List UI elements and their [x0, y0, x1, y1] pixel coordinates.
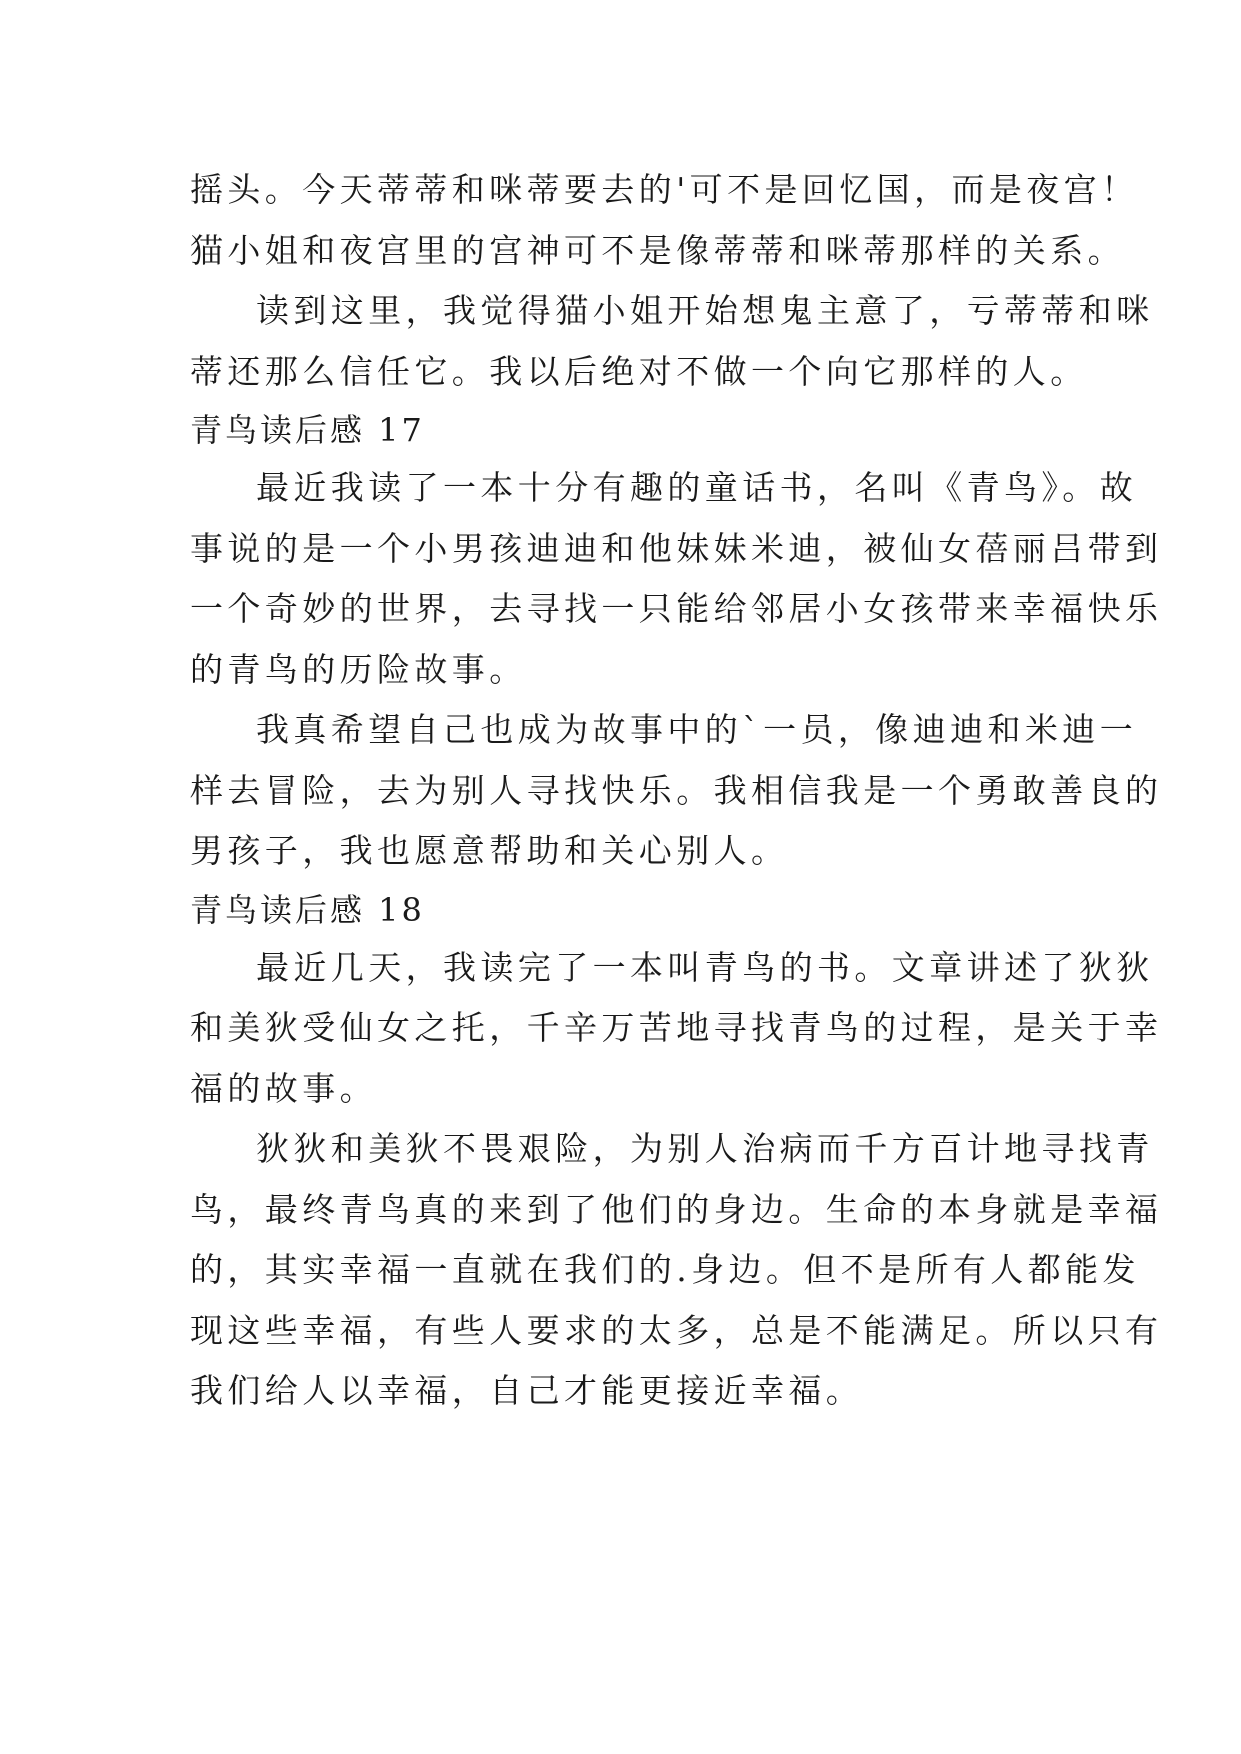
text-line: 样去冒险，去为别人寻找快乐。我相信我是一个勇敢善良的 — [190, 770, 1163, 810]
text-line: 我真希望自己也成为故事中的`一员，像迪迪和米迪一 — [256, 710, 1138, 749]
paragraph — [190, 938, 1163, 1120]
section-heading: 青鸟读后感 18 — [190, 890, 425, 929]
paragraph — [190, 160, 1139, 281]
text-line: 男孩子，我也愿意帮助和关心别人。 — [190, 831, 789, 870]
text-line: 摇头。今天蒂蒂和咪蒂要去的'可不是回忆国，而是夜宫！ — [190, 170, 1139, 209]
text-line: 的青鸟的历险故事。 — [190, 649, 527, 689]
text-line: 和美狄受仙女之托，千辛万苦地寻找青鸟的过程，是关于幸 — [190, 1008, 1163, 1047]
text-line: 事说的是一个小男孩迪迪和他妹妹米迪，被仙女蓓丽吕带到 — [190, 528, 1163, 568]
text-line: 一个奇妙的世界，去寻找一只能给邻居小女孩带来幸福快乐 — [190, 589, 1163, 628]
paragraph — [190, 700, 1163, 882]
text-line: 猫小姐和夜宫里的宫神可不是像蒂蒂和咪蒂那样的关系。 — [190, 230, 1125, 270]
text-line: 狄狄和美狄不畏艰险，为别人治病而千方百计地寻找青 — [256, 1129, 1154, 1168]
text-line: 现这些幸福，有些人要求的太多，总是不能满足。所以只有 — [190, 1310, 1163, 1350]
text-line: 我们给人以幸福，自己才能更接近幸福。 — [190, 1371, 864, 1410]
paragraph — [190, 281, 1154, 402]
text-line: 蒂还那么信任它。我以后绝对不做一个向它那样的人。 — [190, 351, 1088, 391]
text-line: 的，其实幸福一直就在我们的.身边。但不是所有人都能发 — [190, 1250, 1140, 1289]
document-page — [190, 160, 1163, 1422]
text-line: 鸟，最终青鸟真的来到了他们的身边。生命的本身就是幸福 — [190, 1189, 1163, 1229]
text-line: 福的故事。 — [190, 1068, 377, 1108]
paragraph — [190, 1119, 1163, 1422]
paragraph — [190, 458, 1163, 700]
text-line: 读到这里，我觉得猫小姐开始想鬼主意了，亏蒂蒂和咪 — [256, 291, 1154, 330]
text-line: 最近我读了一本十分有趣的童话书，名叫《青鸟》。故 — [256, 468, 1138, 507]
section-heading: 青鸟读后感 17 — [190, 411, 425, 449]
text-line: 最近几天，我读完了一本叫青鸟的书。文章讲述了狄狄 — [256, 947, 1154, 987]
